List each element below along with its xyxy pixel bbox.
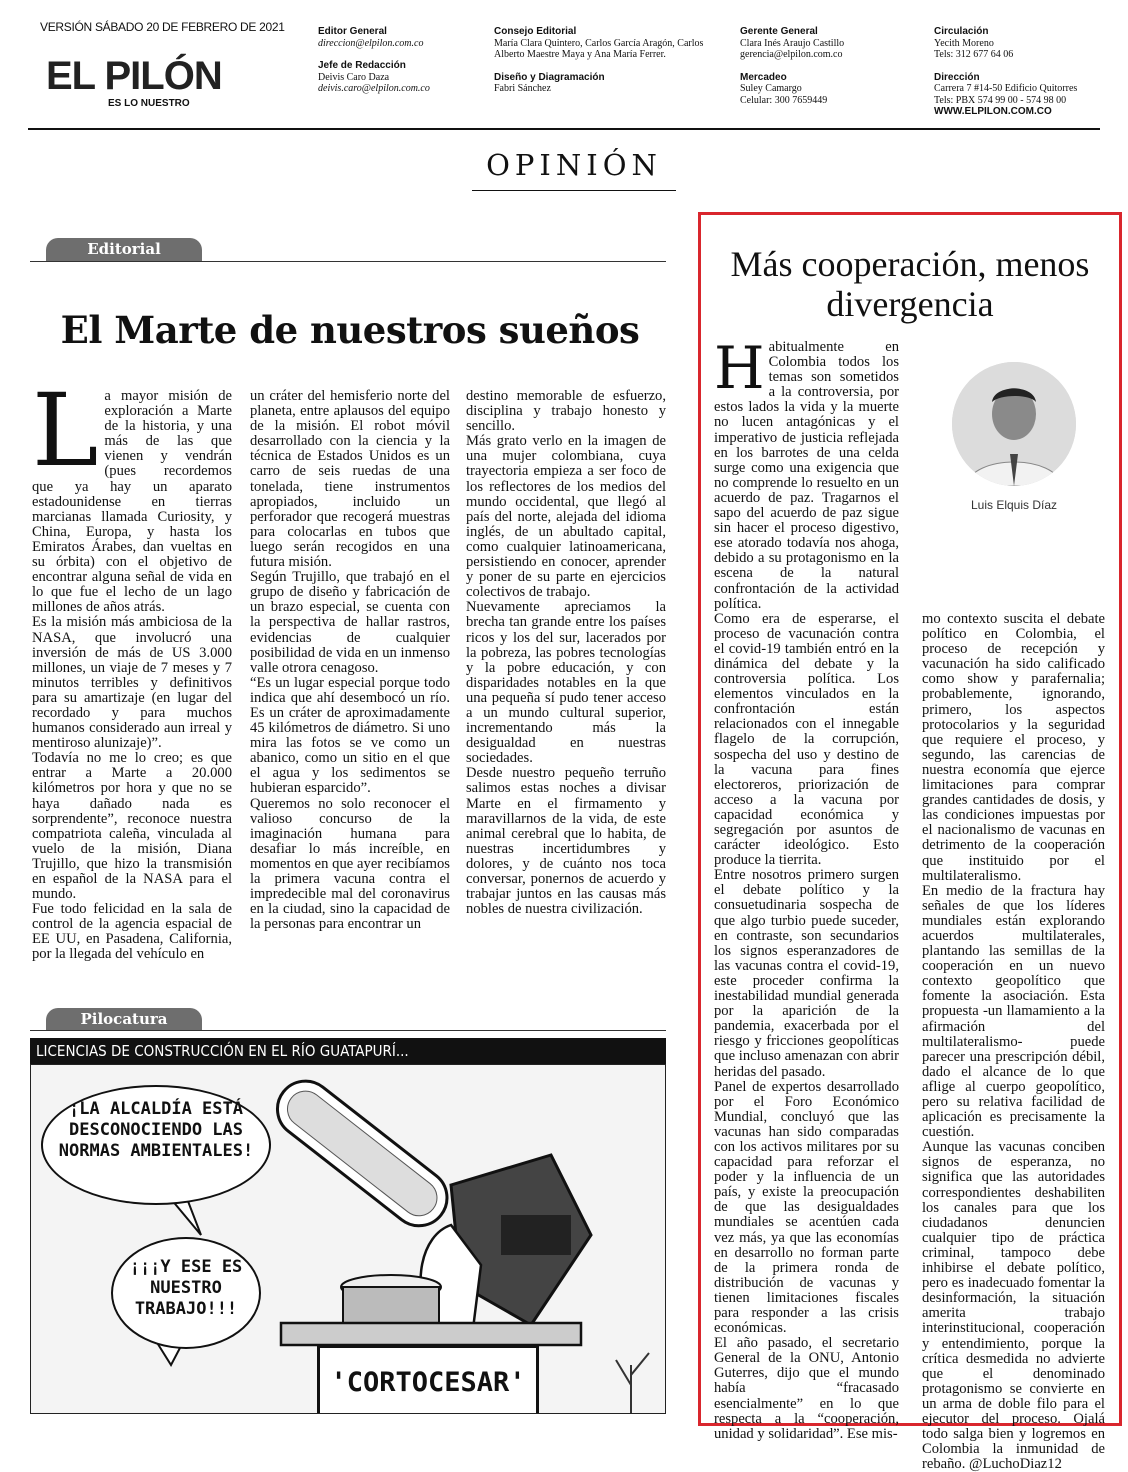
opinion-title: Más cooperación, menos divergencia [730,244,1090,324]
cartoon-sign: 'CORTOCESAR' [317,1345,539,1414]
cartoon-illustration [30,1064,666,1414]
paragraph: un cráter del hemisferio norte del planeta, entre aplausos del equipo de la misión. El robot móvil desarrollado con la ciencia y la técnica de Estados Unidos es un carro de seis ruedas de una tonelada, tiene instrumentos apropiados, incluido un perforador que recogerá muestras para colocarlas en tubos que luego serán recogidos en una futura misión. [250,388,450,571]
paragraph: abitualmente en Colombia todos los temas son sometidos a la controversia, por estos lados la vida y la muerte no lucen antagónicas y el imperativo de justicia reflejada en los barrotes de una celda surge como una exigencia que no comprende lo resuelto en un acuerdo de paz. Tragarnos el sapo del acuerdo de paz sigue sin hacer el proceso digestivo, ese atorado todavía nos ahoga, debido a su protagonismo en la escena de la natural confrontación de la actividad política. [714,339,899,612]
staff-block-circulacion [934,26,1114,118]
cartoon-banner: LICENCIAS DE CONSTRUCCIÓN EN EL RÍO GUATAPURÍ... [30,1038,666,1064]
opinion-column-2 [922,612,1105,1472]
staff-email: direccion@elpilon.com.co [318,37,424,49]
staff-email: gerencia@elpilon.com.co [740,49,843,60]
paragraph: a mayor misión de exploración a Marte de la historia, y una más de las que vienen y vendrán (pues recordemos que ya hay un aparato estadounidense en tierras marcianas llamada Curiosity, y China, Europa, y hasta los Emiratos Árabes, dan vueltas en su órbita) con el objetivo de encontrar alguna señal de vida en lo que fue el lecho de un lago millones de años atrás. [32,388,232,616]
author-photo [952,362,1076,486]
staff-name: Suley Camargo [740,83,802,94]
staff-block-consejo [494,26,712,95]
author-name: Luis Elquis Díaz [970,498,1058,512]
editorial-title: El Marte de nuestros sueños [60,308,640,352]
staff-role: Dirección [934,71,980,83]
staff-block-editor [318,26,478,95]
author-portrait [952,362,1076,486]
speech-bubble-2: ¡¡¡Y ESE ES NUESTRO TRABAJO!!! [111,1237,261,1349]
pilocatura-rule [30,1030,666,1031]
staff-phone: Tels: 312 677 64 06 [934,49,1014,60]
staff-role: Consejo Editorial [494,26,577,37]
staff-role: Editor General [318,26,387,37]
staff-role: Circulación [934,26,989,37]
paragraph: Nuevamente apreciamos la brecha tan grande entre los países ricos y los del sur, lacerados por la pobreza, las pobres tecnologías y la pobre educación, y con disparidades notables en la que una pequeña sí pudo tener acceso a un mundo cultural superior, incrementando más la desigualdad en nuestras sociedades. [466,599,666,767]
masthead-divider [28,128,1100,130]
newspaper-logo: EL PILÓN [46,54,222,98]
paragraph: Entre nosotros primero surgen el debate político y la consuetudinaria sospecha de que algo turbio puede suceder, en contraste, son secundarios los signos esperanzadores de las vacunas contra el covid-19, este proceder confirma la inestabilidad mundial generada por la aparición de la pandemia, exacerbada por el riesgo y fricciones geopolíticas que incluso amenazan con abrir heridas del pasado. [714,867,899,1080]
staff-name: Fabri Sánchez [494,83,551,94]
paragraph: Queremos no solo reconocer el valioso concurso de la imaginación humana para desafiar lo más increíble, en momentos en que ayer recibíamos la primera vacuna contra el impredecible mal del coronavirus en la ciudad, sino la capacidad de la personas para encontrar un [250,795,450,933]
staff-name: Yecith Moreno [934,37,994,49]
paragraph: En medio de la fractura hay señales de que los líderes mundiales están explorando acuerdos multilaterales, plantando las semillas de la cooperación en un nuevo contexto geopolítico que fomente la asociación. Esta propuesta -un llamamiento a la afirmación del multilateralismo- puede parecer una prescripción débil, dado el alcance de lo que aflige al cuerpo geopolítico, pero su relativa facilidad de aplicación es precisamente la cuestión. [922,882,1105,1141]
paragraph: Es la misión más ambiciosa de la NASA, que involucró una inversión de más de US 3.000 millones, un viaje de 7 meses y 7 minutos terribles y definitivos para su amartizaje (en lugar del recordado y para muchos humanos considerado aun irreal y mentiroso alunizaje)”. [32,614,232,752]
paragraph: Como era de esperarse, el proceso de vacunación contra el covid-19 también entró en la dinámica del debate y la controversia política. Los elementos vinculados en la confrontación están relacionados con el innegable flagelo de la corrupción, sospecha del uso y destino de la vacuna para fines electoreros, priorización de acceso a la vacuna por capacidad económica y segregación por asuntos de carácter ideológico. Esto produce la tierrita. [714,610,899,869]
editorial-tab: Editorial [46,238,202,261]
paragraph: Panel de expertos desarrollado por el Foro Económico Mundial, concluyó que las vacunas han sido comparadas con los activos militares por su capacidad para reforzar el poder y la influencia de un país, y existe la preocupación de que las desigualdades mundiales se acentúen cada vez más, ya que las economías en desarrollo no forman parte de la primera ronda de distribución de vacunas y tienen limitaciones fiscales para responder a las crisis económicas. [714,1078,899,1337]
paragraph: Desde nuestro pequeño terruño salimos estas noches a divisar Marte en el firmamento y maravillarnos de la vida, de este animal cerebral que lo habita, de nuestras incertidumbres y dolores, y de cuánto nos toca conversar, ponernos de acuerdo y trabajar juntos en las causas más nobles de nuestra civilización. [466,765,666,918]
paragraph: Fue todo felicidad en la sala de control de la agencia espacial de EE UU, en Pasadena, California, por la llegada del vehículo en [32,901,232,963]
staff-name: María Clara Quintero, Carlos García Aragón, Carlos Alberto Maestre Maya y Ana María Ferrer. [494,37,704,60]
paragraph: El año pasado, el secretario General de la ONU, Antonio Guterres, dijo que el mundo había “fracasado esencialmente” en lo que respecta a la “cooperación, unidad y solidaridad”. Ese mis- [714,1335,899,1442]
paragraph: Más grato verlo en la imagen de una mujer colombiana, cuya trayectoria empieza a ser foco de los reflectores de los medios del mundo occidental, que llegó al país del norte, alejada del idioma inglés, de un abultado capital, como cualquier latinoamericana, persistiendo en conocer, aprender y poner de su parte en ejercicios colectivos de trabajo. [466,433,666,601]
staff-role: Jefe de Redacción [318,60,406,71]
staff-block-gerente [740,26,910,106]
editorial-column-3 [466,389,666,917]
opinion-dropcap: H [714,334,765,402]
newspaper-tagline: ES LO NUESTRO [108,98,190,109]
paragraph: destino memorable de esfuerzo, disciplina y trabajo honesto y sencillo. [466,388,666,435]
pilocatura-tab: Pilocatura [46,1008,202,1031]
edition-date: VERSIÓN SÁBADO 20 DE FEBRERO DE 2021 [40,20,285,34]
staff-email: deivis.caro@elpilon.com.co [318,83,430,94]
paragraph: mo contexto suscita el debate político en Colombia, el proceso de recepción y vacunación ha sido calificado como show y parafernalia; probablemente, ignorando, primero, los aspectos protocolarios y la seguridad que requiere el proceso, y segundo, las carencias de nuestra economía que ejerce limitaciones para comprar grandes cantidades de dosis, y las condiciones impuestas por el nacionalismo de vacunas en detrimento de la cooperación que instituido por el multilateralismo. [922,611,1105,884]
staff-name: Clara Inés Araujo Castillo [740,37,845,49]
paragraph: Todavía no me lo creo; es que entrar a Marte a 20.000 kilómetros por hora y que no se haya dañado nada es sorprendente”, reconoce nuestra compatriota caleña, vinculada al vuelo de la misión, Diana Trujillo, que hizo la transmisión en español de la NASA para el mundo. [32,750,232,903]
opinion-column-1 [714,334,899,1442]
staff-phone: Celular: 300 7659449 [740,94,828,106]
editorial-column-2 [250,389,450,932]
paragraph: Aunque las vacunas conciben signos de esperanza, no significa que las autoridades correspondientes deshabiliten los canales para que los ciudadanos denuncien cualquier tipo de práctica criminal, tampoco debe inhibirse el debate político, pero es inadecuado fomentar la desinformación, la situación amerita trabajo interinstitucional, cooperación y entendimiento, porque la crítica desmedida no advierte que el denominado protagonismo se convierte en un arma de doble filo para el ejecutor del proceso. Ojalá todo salga bien y logremos en Colombia la inmunidad de rebaño. @LuchoDiaz12 [922,1139,1105,1472]
staff-phone: Tels: PBX 574 99 00 - 574 98 00 [934,94,1067,106]
speech-bubble-1: ¡LA ALCALDÍA ESTÁ DESCONOCIENDO LAS NORMAS AMBIENTALES! [41,1085,271,1205]
staff-name: Deivis Caro Daza [318,71,390,83]
editorial-dropcap: L [32,372,99,489]
paragraph: Según Trujillo, que trabajó en el grupo de diseño y fabricación de un brazo especial, se cuenta con la perspectiva de hallar rastros, evidencias de cualquier posibilidad de vida en un inmenso valle otrora cenagoso. [250,569,450,676]
section-title: OPINIÓN [472,148,676,191]
staff-role: Mercadeo [740,71,787,83]
staff-address: Carrera 7 #14-50 Edificio Quitorres [934,83,1078,94]
editorial-column-1 [32,372,232,963]
editorial-rule [30,261,666,262]
staff-role: Diseño y Diagramación [494,71,605,83]
paragraph: “Es un lugar especial porque todo indica que ahí desembocó un río. Es un cráter de aproximadamente 45 kilómetros de diámetro. Si uno mira las fotos se ve como un abanico, como un sitio en el que el agua y los sedimentos se hubieran esparcido”. [250,674,450,797]
staff-role: Gerente General [740,26,818,37]
website-link[interactable]: WWW.ELPILON.COM.CO [934,106,1052,117]
